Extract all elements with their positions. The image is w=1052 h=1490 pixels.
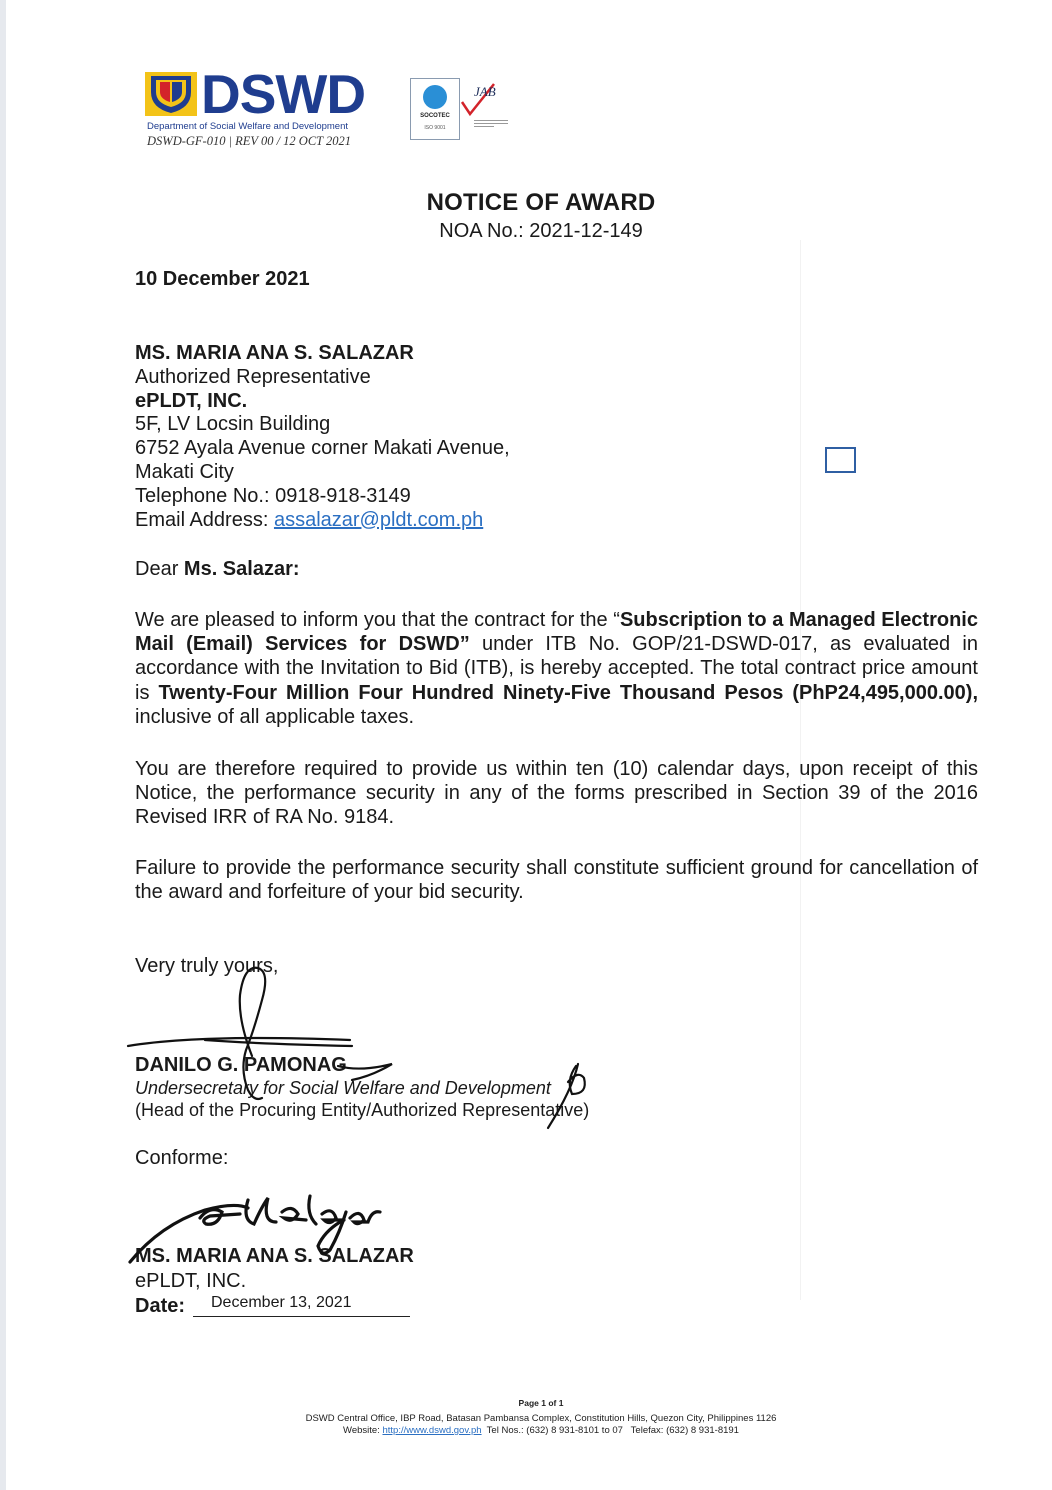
noa-number: NOA No.: 2021-12-149 xyxy=(439,220,643,242)
salutation-prefix: Dear xyxy=(135,558,184,580)
annotation-checkbox[interactable] xyxy=(825,447,856,473)
footer-contacts xyxy=(0,1425,1052,1436)
recipient-position: Authorized Representative xyxy=(135,365,371,388)
document-title: NOTICE OF AWARD xyxy=(426,189,656,216)
email-link[interactable]: assalazar@pldt.com.ph xyxy=(273,508,484,531)
recipient-address-line2: 6752 Ayala Avenue corner Makati Avenue, xyxy=(135,437,510,460)
recipient-block xyxy=(135,342,510,532)
recipient-address-line1: 5F, LV Locsin Building xyxy=(135,413,331,436)
body-paragraph-3: Failure to provide the performance security shall constitute sufficient ground for cancellation of the award and forfeiture of your bid security. xyxy=(135,857,978,904)
cert-socotec-label: SOCOTEC xyxy=(420,113,450,119)
salutation xyxy=(135,558,300,581)
conforme-date-value: December 13, 2021 xyxy=(211,1294,352,1311)
jab-accreditation-badge xyxy=(460,80,510,136)
logo-subtitle: Department of Social Welfare and Development xyxy=(147,121,349,132)
p1-project-title: Subscription to a Managed Electronic Mail (Email) Services for DSWD” xyxy=(135,609,978,656)
jab-fine-print xyxy=(474,120,508,127)
recipient-email-row xyxy=(135,509,510,533)
conforme-label: Conforme: xyxy=(135,1147,229,1169)
salutation-name: Ms. Salazar: xyxy=(183,558,300,580)
dswd-logo xyxy=(145,63,385,150)
document-date: 10 December 2021 xyxy=(135,268,310,290)
body-paragraph-1 xyxy=(135,608,978,729)
conforme-date-label: Date: xyxy=(135,1295,186,1317)
jab-label: JAB xyxy=(474,84,496,99)
socotec-logo-icon xyxy=(423,85,447,109)
recipient-address-line3: Makati City xyxy=(135,460,234,483)
p1-text-a: We are pleased to inform you that the contract for the “ xyxy=(135,609,620,631)
footer-phone-numbers: Tel Nos.: (632) 8 931-8101 to 07 Telefax: (632) 8 931-8191 xyxy=(481,1425,739,1436)
recipient-name: MS. MARIA ANA S. SALAZAR xyxy=(135,342,414,364)
recipient-company: ePLDT, INC. xyxy=(135,389,248,412)
footer-website-link[interactable]: http://www.dswd.gov.ph xyxy=(382,1425,482,1436)
p1-text-c: under ITB No. GOP/21-DSWD-017, as evaluated in accordance with the Invitation to Bid (ITB), is hereby accepted. The total contract price amount is xyxy=(135,633,978,704)
conforme-name: MS. MARIA ANA S. SALAZAR xyxy=(135,1245,414,1267)
footer-address: DSWD Central Office, IBP Road, Batasan Pambansa Complex, Constitution Hills, Quezon City, Philippines 1126 xyxy=(305,1413,777,1424)
logo-text: DSWD xyxy=(201,63,366,125)
signer-title: Undersecretary for Social Welfare and Development xyxy=(135,1078,551,1098)
cert-iso-label: ISO 9001 xyxy=(424,125,446,131)
body-paragraph-2: You are therefore required to provide us within ten (10) calendar days, upon receipt of this Notice, the performance security in any of the forms prescribed in Section 39 of the 2016 Revised IRR of RA No. 9184. xyxy=(135,758,978,829)
dswd-emblem-icon xyxy=(145,72,197,116)
footer-website-label: Website: xyxy=(343,1425,383,1436)
signer-role: (Head of the Procuring Entity/Authorized Representative) xyxy=(135,1100,590,1120)
recipient-telephone: Telephone No.: 0918-918-3149 xyxy=(135,484,411,507)
footer-page-number: Page 1 of 1 xyxy=(518,1398,564,1408)
form-code: DSWD-GF-010 | REV 00 / 12 OCT 2021 xyxy=(147,134,352,148)
conforme-date-line xyxy=(193,1316,410,1317)
signer-name: DANILO G. PAMONAG xyxy=(135,1054,347,1076)
closing: Very truly yours, xyxy=(135,955,279,977)
conforme-company: ePLDT, INC. xyxy=(135,1270,247,1292)
socotec-certification-badge xyxy=(410,78,460,140)
p1-text-e: inclusive of all applicable taxes. xyxy=(135,705,415,728)
email-label: Email Address: xyxy=(135,508,274,531)
p1-contract-amount: Twenty-Four Million Four Hundred Ninety-Five Thousand Pesos (PhP24,495,000.00), xyxy=(158,681,979,704)
